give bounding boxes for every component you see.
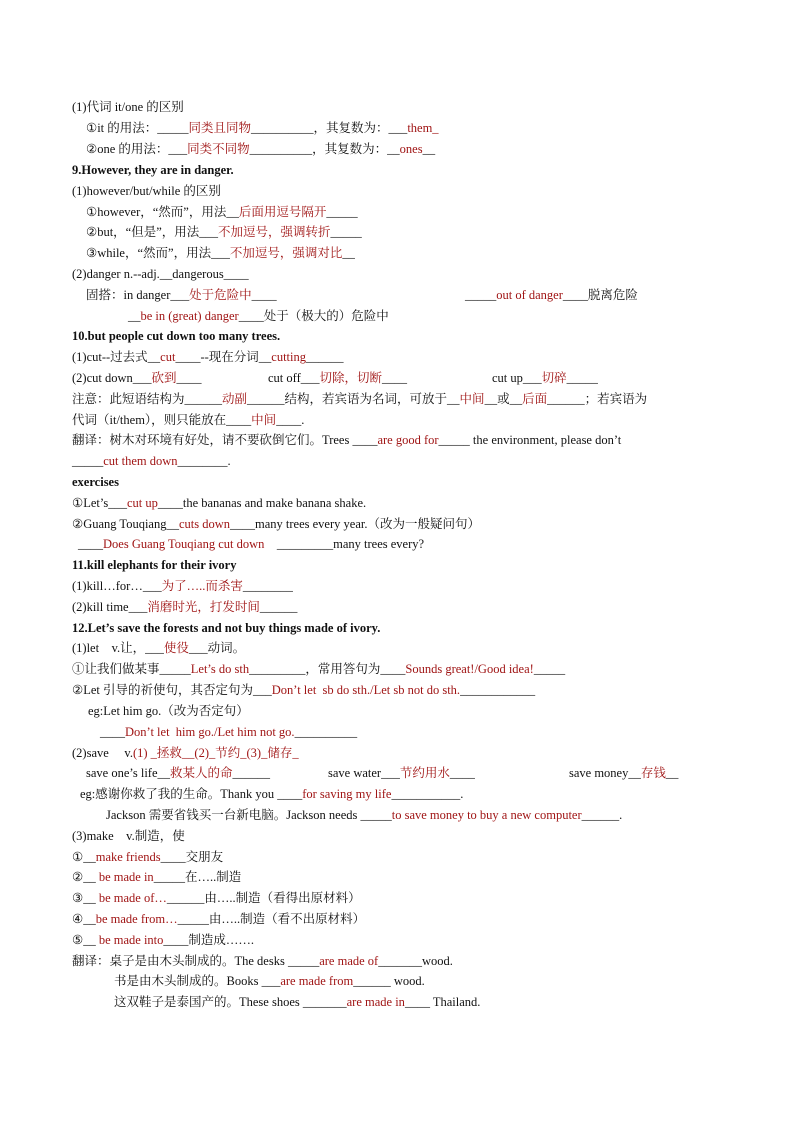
line (72, 391, 647, 407)
line-text: _____由…..制造（看不出原材料） (177, 912, 366, 926)
line-text: (2)cut down___ (72, 371, 152, 385)
answer-text: 存钱 (640, 766, 666, 780)
line-text: (1)let v.让，___ (72, 641, 164, 655)
line (72, 911, 365, 927)
line-text: ____交朋友 (160, 850, 224, 864)
line-text: 这双鞋子是泰国产的。These shoes _______ (114, 995, 347, 1009)
line (72, 516, 480, 532)
line-text: _____ (566, 371, 598, 385)
line-text: __ (422, 142, 436, 156)
line (72, 890, 361, 906)
section-heading (72, 557, 236, 573)
line-right (268, 370, 407, 386)
line-text: ____the bananas and make banana shake. (157, 496, 367, 510)
line-text: 11.kill elephants for their ivory (72, 558, 237, 572)
answer-text: be made into (98, 933, 164, 947)
line (106, 807, 622, 823)
line-text: ____ (100, 725, 125, 739)
line (72, 599, 297, 615)
answer-text: 处于危险中 (189, 288, 252, 302)
line (72, 682, 535, 698)
line-text: ①让我们做某事_____ (72, 662, 191, 676)
line (72, 869, 241, 885)
answer-text: 后面 (522, 392, 548, 406)
line-right (492, 370, 598, 386)
line-text: ________. (177, 454, 231, 468)
line-text: cut off___ (268, 371, 320, 385)
line-text: ____________ (460, 683, 536, 697)
line-text: ___动词。 (188, 641, 246, 655)
line-text: ______结构，若宾语为名词，可放于__ (247, 392, 460, 406)
answer-text: 中间 (251, 413, 277, 427)
line-text: __或__ (484, 392, 523, 406)
line-text: _____ (465, 288, 497, 302)
line (80, 786, 463, 802)
answer-text: 使役 (163, 641, 189, 655)
line-text: save water___ (328, 766, 400, 780)
answer-text: for saving my life (302, 787, 392, 801)
line-text: _______wood. (378, 954, 453, 968)
line-text: __________，其复数为：__ (249, 142, 400, 156)
line-text: ③while，“然而”，用法___ (86, 246, 230, 260)
answer-text: 后面用逗号隔开 (238, 205, 327, 219)
line-text: __ (342, 246, 355, 260)
line-text: ____ (78, 537, 103, 551)
line (86, 245, 355, 261)
line (72, 661, 565, 677)
answer-text: 砍到 (151, 371, 177, 385)
line-text: ⑤__ (72, 933, 99, 947)
answer-text: are made of (319, 954, 379, 968)
line-text: _________many trees every? (264, 537, 425, 551)
answer-text: be made of… (98, 891, 167, 905)
line-text: ____ (176, 371, 202, 385)
answer-text: be made from… (95, 912, 178, 926)
answer-text: 消磨时光，打发时间 (147, 600, 260, 614)
line-text: Jackson 需要省钱买一台新电脑。Jackson needs _____ (106, 808, 392, 822)
line-text: _____在…..制造 (153, 870, 242, 884)
line-text: 9.However, they are in danger. (72, 163, 234, 177)
line (72, 932, 254, 948)
line (86, 204, 358, 220)
section-heading (72, 328, 280, 344)
line-text: ③__ (72, 891, 99, 905)
line (72, 432, 621, 448)
line (72, 745, 299, 761)
line-text: __ (665, 766, 679, 780)
answer-text: are good for (377, 433, 439, 447)
answer-text: be made in (98, 870, 154, 884)
answer-text: cut (160, 350, 176, 364)
line-text: ______ (232, 766, 271, 780)
answer-text: 切碎 (541, 371, 567, 385)
line (86, 287, 277, 303)
line-text: ___________. (391, 787, 464, 801)
section-heading (72, 620, 380, 636)
line-text: 翻译：桌子是由木头制成的。The desks _____ (72, 954, 320, 968)
line (86, 224, 362, 240)
line (72, 99, 184, 115)
line-text: ____ (449, 766, 475, 780)
line (72, 183, 221, 199)
line-text: ①it 的用法：_____ (86, 121, 189, 135)
line (72, 453, 231, 469)
answer-text: them_ (407, 121, 439, 135)
line (72, 640, 245, 656)
answer-text: Sounds great!/Good idea! (405, 662, 534, 676)
answer-text: are made in (346, 995, 405, 1009)
line-text: __ (128, 309, 141, 323)
line-text: __________ (294, 725, 358, 739)
line-text: ①Let’s___ (72, 496, 127, 510)
line-text: ②__ (72, 870, 99, 884)
line-text: ②Let 引导的祈使句，其否定句为___ (72, 683, 272, 697)
answer-text: 为了…..而杀害 (161, 579, 243, 593)
line-text: _____ (326, 205, 358, 219)
line-text: ____ (382, 371, 408, 385)
line-text: 书是由木头制成的。Books ___ (114, 974, 281, 988)
line (72, 370, 202, 386)
line-right (328, 765, 475, 781)
line-text: exercises (72, 475, 119, 489)
line-text: 代词（it/them），则只能放在____ (72, 413, 252, 427)
answer-text: Don’t let sb do sth./Let sb not do sth. (271, 683, 461, 697)
line-text: ______. (581, 808, 623, 822)
line-text: _____ the environment, please don’t (438, 433, 622, 447)
line-text: _____ (533, 662, 566, 676)
line (78, 536, 424, 552)
line-text: (1)kill…for…___ (72, 579, 162, 593)
answer-text: Let’s do sth (190, 662, 250, 676)
line-text: 12.Let’s save the forests and not buy things made of ivory. (72, 621, 381, 635)
line (72, 266, 249, 282)
line-text: (1)代词 it/one 的区别 (72, 100, 184, 114)
line-text: ②one 的用法：___ (86, 142, 188, 156)
line-text: _____ (72, 454, 104, 468)
line-text: (2)save v. (72, 746, 133, 760)
answer-text: cutting (271, 350, 306, 364)
section-heading (72, 162, 234, 178)
line-text: ②but，“但是”，用法___ (86, 225, 219, 239)
line-text: ____处于（极大的）危险中 (238, 309, 389, 323)
answer-text: 不加逗号，强调对比 (229, 246, 343, 260)
line (72, 578, 293, 594)
answer-text: cut them down (103, 454, 178, 468)
answer-text: cut up (126, 496, 158, 510)
answer-text: 同类不同物 (187, 142, 250, 156)
line-text: save money__ (569, 766, 641, 780)
line-text: ____制造成……. (163, 933, 255, 947)
line (72, 953, 453, 969)
line-text: ______ (259, 600, 298, 614)
answer-text: Does Guang Touqiang cut down (103, 537, 265, 551)
line-text: ____--现在分词__ (175, 350, 272, 364)
line (86, 765, 270, 781)
line (100, 724, 357, 740)
line-text: (2)danger n.--adj.__dangerous____ (72, 267, 249, 281)
answer-text: 不加逗号，强调转折 (218, 225, 331, 239)
line (128, 308, 389, 324)
line (72, 349, 344, 365)
line-text: 翻译：树木对环境有好处，请不要砍倒它们。Trees ____ (72, 433, 378, 447)
line-text: 注意：此短语结构为______ (72, 392, 223, 406)
line-text: ____many trees every year.（改为一般疑问句） (230, 517, 480, 531)
answer-text: be in (great) danger (140, 309, 239, 323)
line-text: ____. (276, 413, 305, 427)
line-text: ____ (251, 288, 277, 302)
line-text: ①__ (72, 850, 96, 864)
line-text: ______由…..制造（看得出原材料） (166, 891, 361, 905)
line-text: 10.but people cut down too many trees. (72, 329, 281, 343)
line (86, 141, 435, 157)
line-text: ④__ (72, 912, 96, 926)
answer-text: ones (399, 142, 423, 156)
line-text: (1)cut--过去式__ (72, 350, 161, 364)
line-text: eg:感谢你救了我的生命。Thank you ____ (80, 787, 303, 801)
answer-text: 切除，切断 (319, 371, 383, 385)
line (88, 703, 249, 719)
answer-text: 救某人的命 (170, 766, 233, 780)
line (72, 828, 185, 844)
line-text: ____ Thailand. (404, 995, 481, 1009)
line-text: 固搭：in danger___ (86, 288, 190, 302)
line (114, 973, 425, 989)
line (72, 412, 304, 428)
line-text: eg:Let him go.（改为否定句） (88, 704, 249, 718)
line (86, 120, 439, 136)
line-text: ②Guang Touqiang__ (72, 517, 179, 531)
line-text: __________，其复数为：___ (251, 121, 408, 135)
line-right (465, 287, 638, 303)
line (72, 495, 366, 511)
line-text: (2)kill time___ (72, 600, 148, 614)
answer-text: cuts down (178, 517, 231, 531)
answer-text: to save money to buy a new computer (391, 808, 582, 822)
line-right (569, 765, 678, 781)
line-text: save one’s life__ (86, 766, 171, 780)
answer-text: are made from (280, 974, 354, 988)
line-text: ____脱离危险 (562, 288, 638, 302)
line-text: (1)however/but/while 的区别 (72, 184, 221, 198)
line-text: ①however，“然而”，用法__ (86, 205, 239, 219)
line-text: (3)make v.制造，使 (72, 829, 185, 843)
answer-text: 中间 (459, 392, 485, 406)
line-text: cut up___ (492, 371, 542, 385)
answer-text: make friends (95, 850, 161, 864)
answer-text: 动副 (222, 392, 248, 406)
line (72, 849, 223, 865)
section-heading (72, 474, 119, 490)
line-text: ______；若宾语为 (547, 392, 648, 406)
line-text: ______ (306, 350, 344, 364)
answer-text: Don’t let him go./Let him not go. (125, 725, 295, 739)
answer-text: 同类且同物 (188, 121, 252, 135)
line-text: _________，常用答句为____ (249, 662, 406, 676)
answer-text: 节约用水 (399, 766, 450, 780)
line-text: ______ wood. (353, 974, 425, 988)
line (114, 994, 480, 1010)
answer-text: (1) _拯救__(2)_节约_(3)_储存_ (132, 746, 299, 760)
line-text: _____ (330, 225, 362, 239)
answer-text: out of danger (496, 288, 563, 302)
line-text: ________ (242, 579, 293, 593)
